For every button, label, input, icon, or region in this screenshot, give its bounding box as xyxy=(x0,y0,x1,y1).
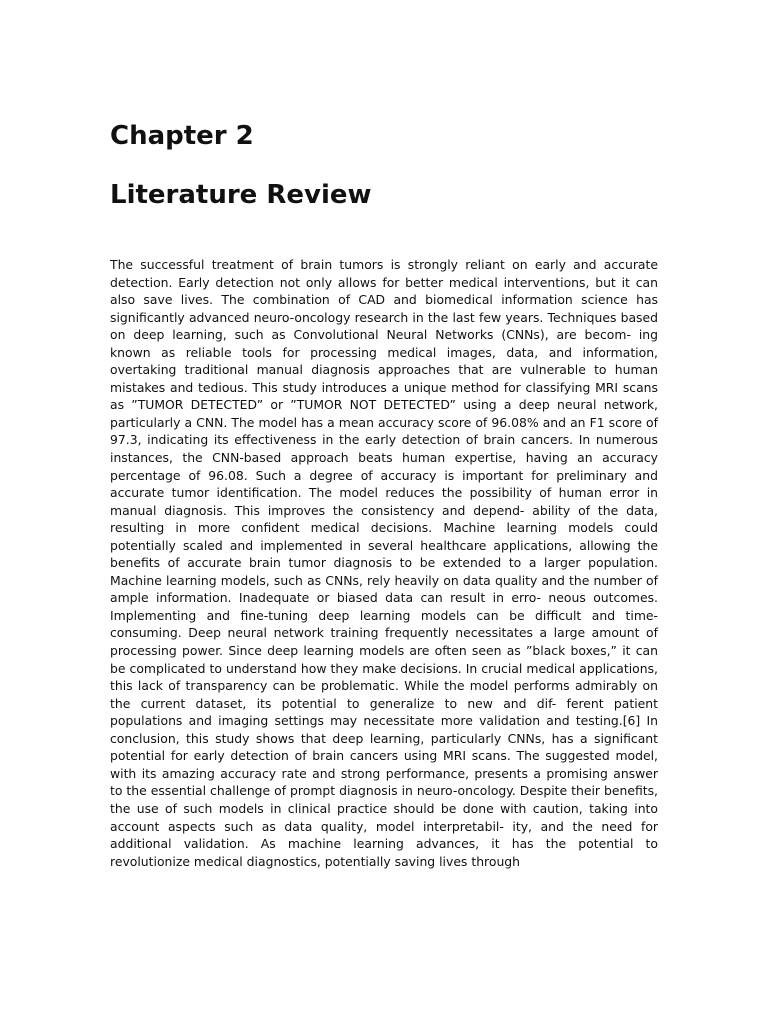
chapter-number-heading: Chapter 2 xyxy=(110,121,254,151)
chapter-title-heading: Literature Review xyxy=(110,180,372,210)
body-paragraph: The successful treatment of brain tumors is strongly reliant on early and accurate detection. Early detection not only allows for better medical interventions, but it can also save lives. The combination of CAD and biomedical information science has significantly advanced neuro-oncology research in the last few years. Techniques based on deep learning, such as Convolutional Neural Networks (CNNs), are becom- ing known as reliable tools for processing medical images, data, and information, overtaking traditional manual diagnosis approaches that are vulnerable to human mistakes and tedious. This study introduces a unique method for classifying MRI scans as ”TUMOR DETECTED” or ”TUMOR NOT DETECTED” using a deep neural network, particularly a CNN. The model has a mean accuracy score of 96.08% and an F1 score of 97.3, indicating its effectiveness in the early detection of brain cancers. In numerous instances, the CNN-based approach beats human expertise, having an accuracy percentage of 96.08. Such a degree of accuracy is important for preliminary and accurate tumor identification. The model reduces the possibility of human error in manual diagnosis. This improves the consistency and depend- ability of the data, resulting in more confident medical decisions. Machine learning models could potentially scaled and implemented in several healthcare applications, allowing the benefits of accurate brain tumor diagnosis to be extended to a larger population. Machine learning models, such as CNNs, rely heavily on data quality and the number of ample information. Inadequate or biased data can result in erro- neous outcomes. Implementing and fine-tuning deep learning models can be difficult and time-consuming. Deep neural network training frequently necessitates a large amount of processing power. Since deep learning models are often seen as ”black boxes,” it can be complicated to understand how they make decisions. In crucial medical applications, this lack of transparency can be problematic. While the model performs admirably on the current dataset, its potential to generalize to new and dif- ferent patient populations and imaging settings may necessitate more validation and testing.[6] In conclusion, this study shows that deep learning, particularly CNNs, has a significant potential for early detection of brain cancers using MRI scans. The suggested model, with its amazing accuracy rate and strong performance, presents a promising answer to the essential challenge of prompt diagnosis in neuro-oncology. Despite their benefits, the use of such models in clinical practice should be done with caution, taking into account aspects such as data quality, model interpretabil- ity, and the need for additional validation. As machine learning advances, it has the potential to revolutionize medical diagnostics, potentially saving lives through xyxy=(110,257,658,869)
